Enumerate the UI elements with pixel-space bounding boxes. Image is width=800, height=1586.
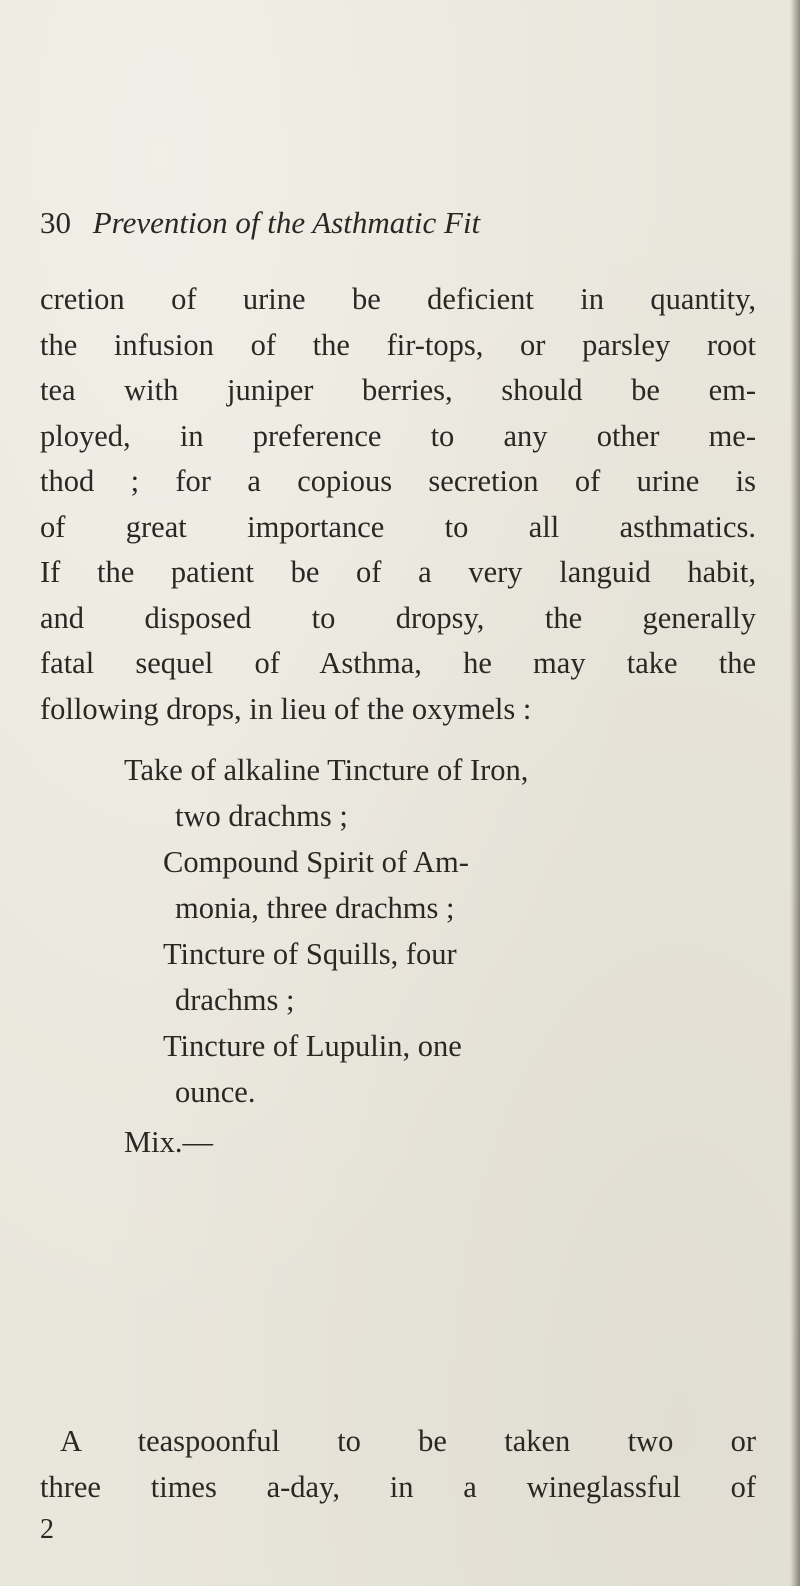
running-head (40, 203, 760, 243)
paragraph-line: If the patient be of a very languid habit, (40, 555, 756, 589)
closing-line: A teaspoonful to be taken two or (60, 1424, 756, 1458)
paragraph-line: of great importance to all asthmatics. (40, 509, 756, 544)
paragraph-line: and disposed to dropsy, the generally (40, 600, 756, 635)
recipe-line: Tincture of Lupulin, one (163, 1029, 462, 1063)
page-edge-shadow (790, 0, 800, 1586)
recipe-line: monia, three drachms ; (175, 891, 455, 925)
paragraph-line: following drops, in lieu of the oxymels : (40, 691, 532, 726)
paragraph-line: cretion of urine be deficient in quantity, (40, 282, 756, 316)
paragraph-line: the infusion of the fir-tops, or parsley root (40, 327, 756, 362)
recipe-line: Tincture of Squills, four (163, 937, 457, 971)
recipe-line: ounce. (175, 1075, 256, 1109)
running-title: Prevention of the Asthmatic Fit (92, 205, 481, 240)
recipe-mix: Mix.— (124, 1125, 213, 1159)
recipe-line: Take of alkaline Tincture of Iron, (124, 753, 529, 787)
paragraph-line: tea with juniper berries, should be em- (40, 373, 756, 407)
signature-mark: 2 (40, 1514, 54, 1545)
paragraph-line: fatal sequel of Asthma, he may take the (40, 646, 756, 680)
recipe-line: Compound Spirit of Am- (163, 845, 469, 879)
closing-paragraph (40, 1419, 756, 1510)
paragraph-line: ployed, in preference to any other me- (40, 418, 756, 453)
recipe-line: two drachms ; (175, 799, 348, 833)
recipe-line: drachms ; (175, 983, 295, 1017)
page-number: 30 (40, 205, 71, 240)
main-paragraph (40, 277, 756, 732)
paragraph-line: thod ; for a copious secretion of urine is (40, 464, 756, 498)
closing-line: three times a-day, in a wineglassful of (40, 1469, 756, 1504)
